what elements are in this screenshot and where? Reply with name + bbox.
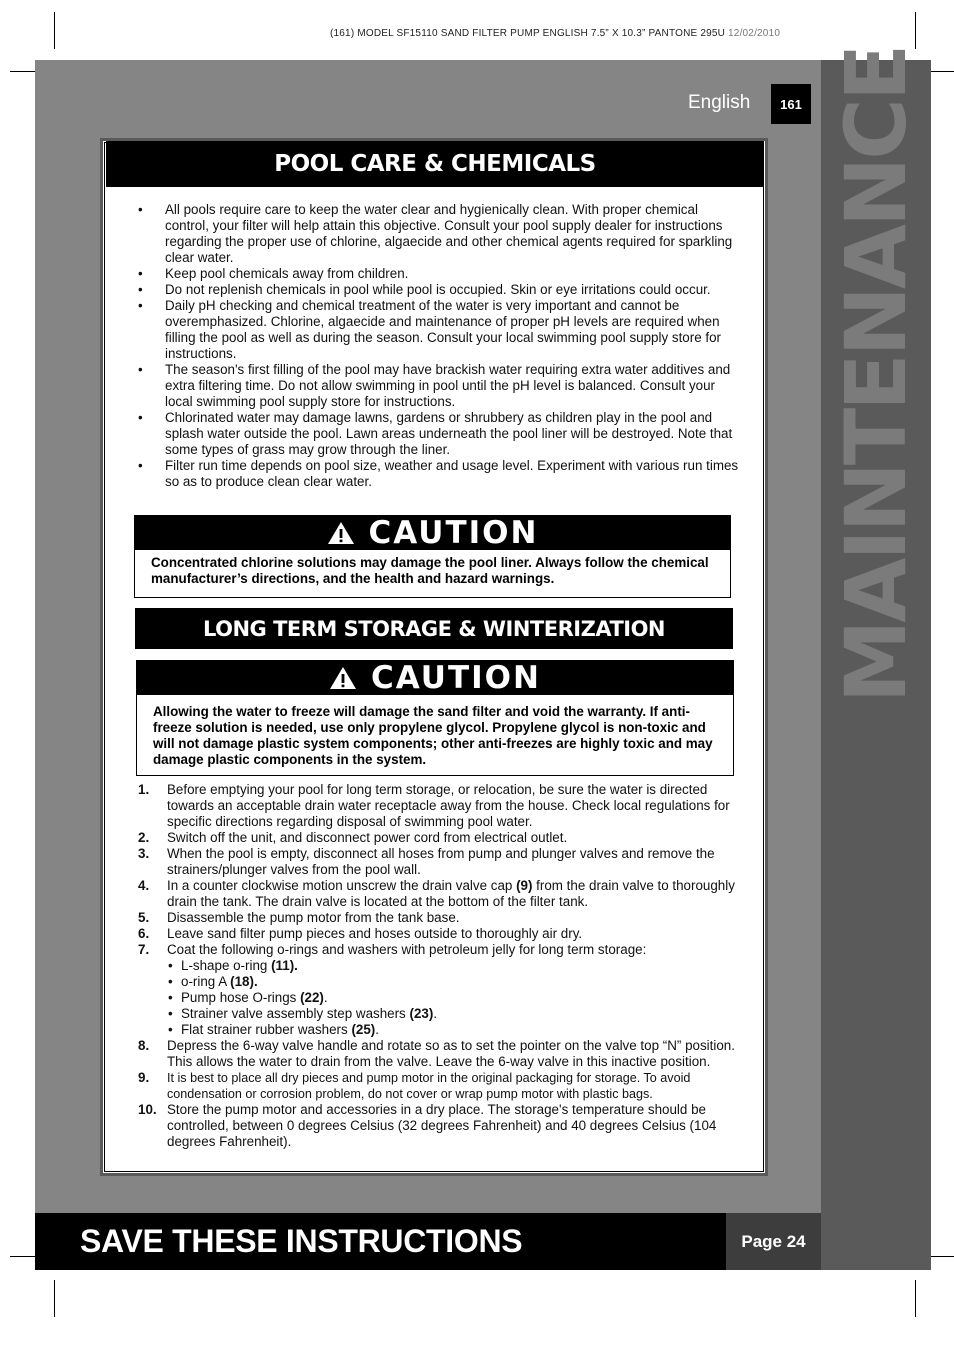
list-item: 7. Coat the following o-rings and washers with petroleum jelly for long term storage: • L-shape o-ring (11). • o-ring A (18). • Pump hose O-rings (22). • Strainer valve assembly step washers (23). • Flat strainer rubber washers (25). xyxy=(138,942,744,1038)
list-item: 1. Before emptying your pool for long term storage, or relocation, be sure the water is directed towards an acceptable drain water receptacle away from the house. Check local regulations for specific directions regarding disposal of swimming pool water. xyxy=(138,782,730,829)
storage-steps xyxy=(138,782,744,1150)
crop-mark xyxy=(915,12,916,49)
section-side-label: MAINTENANCE xyxy=(827,46,925,704)
section-title-text: LONG TERM STORAGE & WINTERIZATION xyxy=(202,616,666,641)
caution-text: Allowing the water to freeze will damage the sand filter and void the warranty. If anti-freeze solution is needed, use only propylene glycol. Propylene glycol is non-toxic and will not damage plastic system components; other anti-freezes are highly toxic and may damage plastic components in the system. xyxy=(153,704,713,767)
section-title-storage xyxy=(135,608,733,649)
list-item: 2. Switch off the unit, and disconnect power cord from electrical outlet. xyxy=(138,830,568,845)
footer-title: SAVE THESE INSTRUCTIONS xyxy=(80,1223,523,1259)
list-item: • Chlorinated water may damage lawns, gardens or shrubbery as children play in the pool and splash water outside the pool. Lawn areas underneath the pool liner will be destroyed. Note that some types of grass may grow through the liner. xyxy=(138,410,733,457)
section-title-pool-care xyxy=(106,141,764,187)
list-item: 8. Depress the 6-way valve handle and rotate so as to set the pointer on the valve top “N” position. This allows the water to drain from the valve. Leave the 6-way valve in this inactive position. xyxy=(138,1038,735,1069)
crop-mark xyxy=(915,1280,916,1317)
list-item: 10. Store the pump motor and accessories in a dry place. The storage's temperature should be controlled, between 0 degrees Celsius (32 degrees Fahrenheit) and 40 degrees Celsius (104 degrees Fahrenheit). xyxy=(138,1102,717,1149)
sub-list-item: • Strainer valve assembly step washers (23). xyxy=(168,1006,438,1021)
list-item: • The season's first filling of the pool may have brackish water requiring extra water additives and extra filtering time. Do not allow swimming in pool until the pH level is balanced. Consult your local swimming pool supply store for instructions. xyxy=(138,362,731,409)
list-item: • All pools require care to keep the water clear and hygienically clean. With proper chemical control, your filter will help attain this objective. Consult your pool supply dealer for instructions regarding the proper use of chlorine, algaecide and other chemical agents required for sparkling clear water. xyxy=(138,202,733,265)
caution-text: Concentrated chlorine solutions may damage the pool liner. Always follow the chemical manufacturer’s directions, and the health and hazard warnings. xyxy=(151,555,709,586)
list-item: 4. In a counter clockwise motion unscrew the drain valve cap (9) from the drain valve to thoroughly drain the tank. The drain valve is located at the bottom of the filter tank. xyxy=(138,878,735,909)
crop-mark xyxy=(54,1280,55,1317)
caution-box-freeze xyxy=(136,660,734,776)
pool-care-list xyxy=(136,202,740,490)
list-item: • Keep pool chemicals away from children. xyxy=(138,266,409,281)
warning-triangle-icon xyxy=(329,666,357,690)
crop-mark xyxy=(54,12,55,49)
language-label: English xyxy=(688,92,751,113)
caution-box-chlorine xyxy=(134,515,731,598)
caution-header xyxy=(135,516,730,550)
print-date: 12/02/2010 xyxy=(728,28,781,39)
list-item: • Daily pH checking and chemical treatment of the water is very important and cannot be overemphasized. Chlorine, algaecide and maintenance of proper pH levels are required when filling the pool as well as during the season. Consult your local swimming pool supply store for instructions. xyxy=(138,298,721,361)
sub-list-item: • L-shape o-ring (11). xyxy=(168,958,298,973)
list-item: • Filter run time depends on pool size, weather and usage level. Experiment with various run times so as to produce clean clear water. xyxy=(138,458,739,489)
caution-label: CAUTION xyxy=(371,660,541,696)
print-info: (161) MODEL SF15110 SAND FILTER PUMP ENGLISH 7.5” X 10.3” PANTONE 295U 12/02/2010 xyxy=(330,28,781,39)
list-item: 5. Disassemble the pump motor from the tank base. xyxy=(138,910,460,925)
sub-list-item: • o-ring A (18). xyxy=(168,974,258,989)
caution-header xyxy=(137,661,733,695)
list-item: 3. When the pool is empty, disconnect all hoses from pump and plunger valves and remove the strainers/plunger valves from the pool wall. xyxy=(138,846,715,877)
section-title-text: POOL CARE & CHEMICALS xyxy=(274,151,596,177)
code-badge: 161 xyxy=(771,84,811,124)
sub-list-item: • Pump hose O-rings (22). xyxy=(168,990,328,1005)
caution-label: CAUTION xyxy=(368,515,539,551)
list-item: 9. It is best to place all dry pieces and pump motor in the original packaging for storage. To avoid condensation or corrosion problem, do not cover or wrap pump motor with plastic bags. xyxy=(138,1070,691,1101)
list-item: • Do not replenish chemicals in pool while pool is occupied. Skin or eye irritations could occur. xyxy=(138,282,711,297)
list-item: 6. Leave sand filter pump pieces and hoses outside to thoroughly air dry. xyxy=(138,926,583,941)
sub-list xyxy=(167,958,744,1038)
sub-list-item: • Flat strainer rubber washers (25). xyxy=(168,1022,379,1037)
warning-triangle-icon xyxy=(327,521,355,545)
page-number: Page 24 xyxy=(726,1213,821,1270)
